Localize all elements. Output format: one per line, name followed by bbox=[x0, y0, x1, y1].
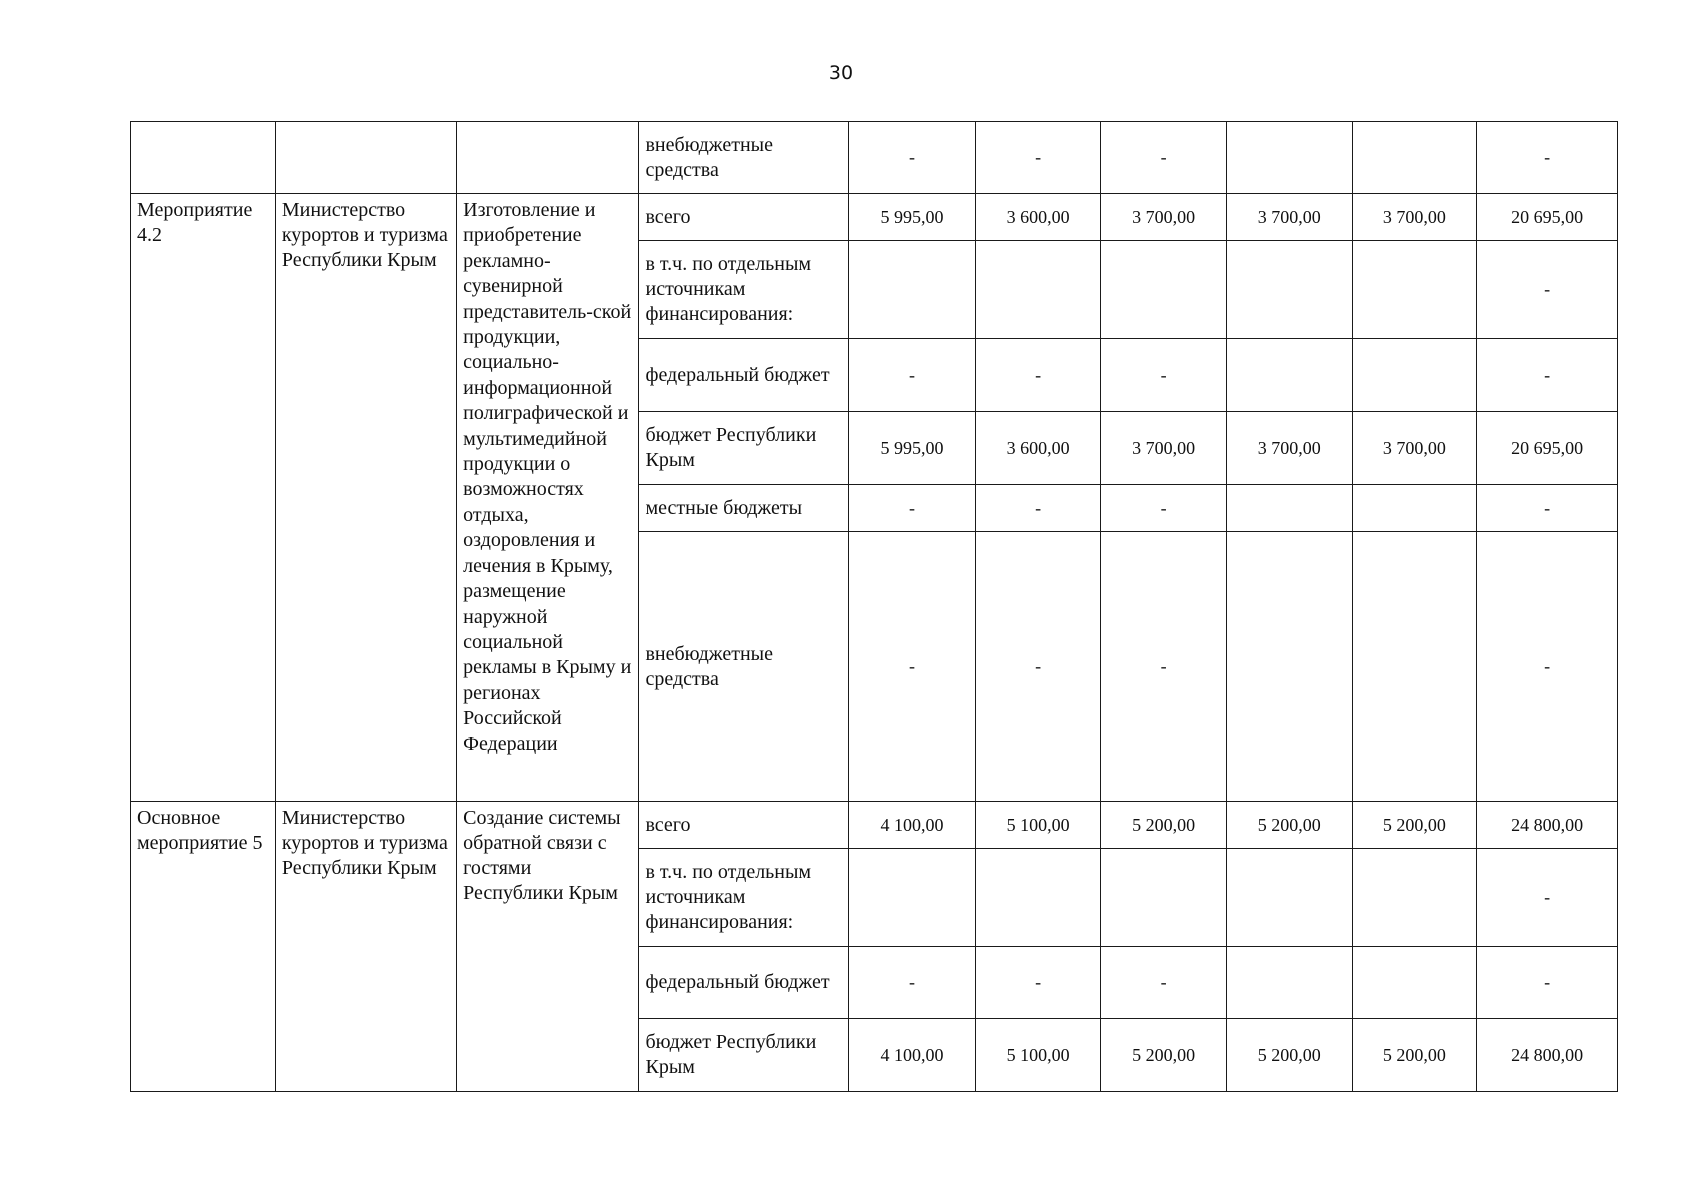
funding-source: всего bbox=[639, 802, 849, 849]
value-cell: 5 200,00 bbox=[1101, 1019, 1227, 1092]
total-cell: - bbox=[1477, 485, 1618, 532]
value-cell: - bbox=[1101, 532, 1227, 802]
funding-source: бюджет Республики Крым bbox=[639, 1019, 849, 1092]
funding-source: бюджет Республики Крым bbox=[639, 412, 849, 485]
funding-source: всего bbox=[639, 194, 849, 241]
value-cell: 3 700,00 bbox=[1352, 194, 1477, 241]
value-cell: - bbox=[975, 947, 1101, 1019]
value-cell: 3 600,00 bbox=[975, 194, 1101, 241]
value-cell bbox=[1226, 241, 1352, 339]
value-cell bbox=[1226, 122, 1352, 194]
table-row bbox=[131, 194, 1618, 241]
total-cell: - bbox=[1477, 947, 1618, 1019]
value-cell bbox=[1226, 339, 1352, 412]
value-cell bbox=[1352, 849, 1477, 947]
executor-cell-empty bbox=[275, 122, 456, 194]
value-cell: 3 600,00 bbox=[975, 412, 1101, 485]
value-cell: 5 995,00 bbox=[849, 194, 976, 241]
value-cell bbox=[1352, 122, 1477, 194]
measure-name: Основное мероприятие 5 bbox=[131, 802, 276, 1092]
value-cell: 5 995,00 bbox=[849, 412, 976, 485]
value-cell: 5 200,00 bbox=[1226, 1019, 1352, 1092]
total-cell: - bbox=[1477, 339, 1618, 412]
value-cell: 5 200,00 bbox=[1226, 802, 1352, 849]
value-cell: 3 700,00 bbox=[1352, 412, 1477, 485]
value-cell: - bbox=[849, 339, 976, 412]
executor-name: Министерство курортов и туризма Республики Крым bbox=[275, 802, 456, 1092]
measure-cell-empty bbox=[131, 122, 276, 194]
measure-name: Мероприятие 4.2 bbox=[131, 194, 276, 802]
value-cell bbox=[1226, 532, 1352, 802]
total-cell: - bbox=[1477, 241, 1618, 339]
total-cell: 20 695,00 bbox=[1477, 412, 1618, 485]
funding-source: федеральный бюджет bbox=[639, 339, 849, 412]
value-cell bbox=[1352, 947, 1477, 1019]
value-cell: - bbox=[1101, 485, 1227, 532]
value-cell: 3 700,00 bbox=[1226, 412, 1352, 485]
value-cell: - bbox=[1101, 339, 1227, 412]
value-cell: - bbox=[849, 485, 976, 532]
value-cell: - bbox=[975, 339, 1101, 412]
value-cell: 5 100,00 bbox=[975, 802, 1101, 849]
value-cell: - bbox=[1101, 122, 1227, 194]
value-cell: - bbox=[849, 122, 976, 194]
value-cell bbox=[1352, 532, 1477, 802]
value-cell bbox=[1226, 947, 1352, 1019]
value-cell bbox=[975, 849, 1101, 947]
table-row bbox=[131, 122, 1618, 194]
table-row bbox=[131, 802, 1618, 849]
value-cell bbox=[1352, 241, 1477, 339]
total-cell: 24 800,00 bbox=[1477, 1019, 1618, 1092]
total-cell: 24 800,00 bbox=[1477, 802, 1618, 849]
funding-source: в т.ч. по отдельным источникам финансирования: bbox=[639, 241, 849, 339]
total-cell: - bbox=[1477, 532, 1618, 802]
budget-table bbox=[130, 121, 1618, 1092]
value-cell bbox=[975, 241, 1101, 339]
page-number: 30 bbox=[828, 62, 854, 84]
value-cell: - bbox=[1101, 947, 1227, 1019]
value-cell: - bbox=[975, 485, 1101, 532]
value-cell bbox=[1101, 241, 1227, 339]
total-cell: - bbox=[1477, 849, 1618, 947]
value-cell: 5 200,00 bbox=[1352, 1019, 1477, 1092]
value-cell bbox=[1101, 849, 1227, 947]
value-cell: 3 700,00 bbox=[1101, 194, 1227, 241]
value-cell: - bbox=[975, 532, 1101, 802]
value-cell: 3 700,00 bbox=[1101, 412, 1227, 485]
value-cell: 5 200,00 bbox=[1352, 802, 1477, 849]
total-cell: 20 695,00 bbox=[1477, 194, 1618, 241]
funding-source: в т.ч. по отдельным источникам финансирования: bbox=[639, 849, 849, 947]
measure-description: Изготовление и приобретение рекламно-сувенирной представитель-ской продукции, социально-информационной полиграфической и мультимедийной продукции о возможностях отдыха, оздоровления и лечения в Крыму, размещение наружной социальной рекламы в Крыму и регионах Российской Федерации bbox=[457, 194, 639, 802]
value-cell: - bbox=[975, 122, 1101, 194]
funding-source: внебюджетные средства bbox=[639, 122, 849, 194]
value-cell bbox=[1226, 485, 1352, 532]
measure-description: Создание системы обратной связи с гостями Республики Крым bbox=[457, 802, 639, 1092]
value-cell bbox=[1352, 339, 1477, 412]
executor-name: Министерство курортов и туризма Республики Крым bbox=[275, 194, 456, 802]
value-cell bbox=[849, 241, 976, 339]
funding-source: местные бюджеты bbox=[639, 485, 849, 532]
value-cell: 5 100,00 bbox=[975, 1019, 1101, 1092]
value-cell: - bbox=[849, 947, 976, 1019]
funding-source: федеральный бюджет bbox=[639, 947, 849, 1019]
description-cell-empty bbox=[457, 122, 639, 194]
value-cell bbox=[849, 849, 976, 947]
total-cell: - bbox=[1477, 122, 1618, 194]
value-cell: 3 700,00 bbox=[1226, 194, 1352, 241]
funding-source: внебюджетные средства bbox=[639, 532, 849, 802]
value-cell: 4 100,00 bbox=[849, 802, 976, 849]
value-cell: - bbox=[849, 532, 976, 802]
value-cell: 5 200,00 bbox=[1101, 802, 1227, 849]
value-cell: 4 100,00 bbox=[849, 1019, 976, 1092]
value-cell bbox=[1352, 485, 1477, 532]
value-cell bbox=[1226, 849, 1352, 947]
